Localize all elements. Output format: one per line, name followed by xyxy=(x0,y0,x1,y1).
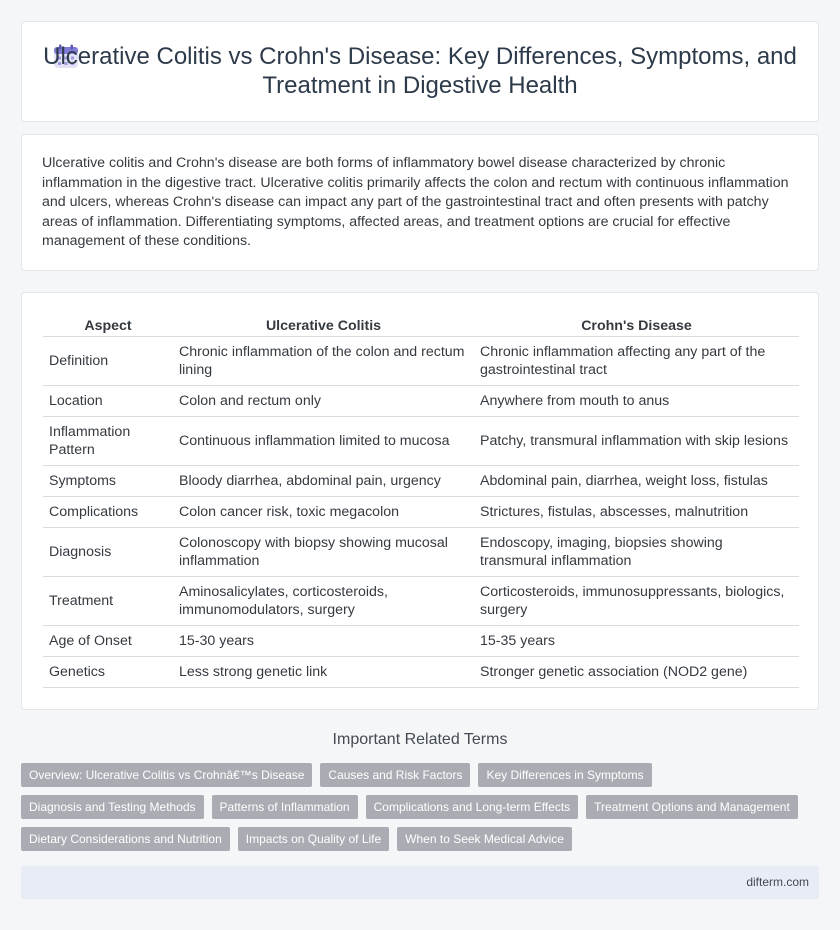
related-term-link[interactable]: Patterns of Inflammation xyxy=(212,795,358,819)
intro-card xyxy=(21,134,819,271)
table-row xyxy=(43,657,799,688)
related-term-link[interactable]: When to Seek Medical Advice xyxy=(397,827,572,851)
row-aspect: Treatment xyxy=(43,577,173,626)
row-cd-value: Corticosteroids, immunosuppressants, biologics, surgery xyxy=(474,577,799,626)
row-uc-value: 15-30 years xyxy=(173,626,474,657)
row-cd-value: Stronger genetic association (NOD2 gene) xyxy=(474,657,799,688)
header-crohns-disease: Crohn's Disease xyxy=(474,314,799,337)
related-term-link[interactable]: Treatment Options and Management xyxy=(586,795,798,819)
intro-paragraph: Ulcerative colitis and Crohn's disease are both forms of inflammatory bowel disease characterized by chronic inflammation in the digestive tract. Ulcerative colitis primarily affects the colon and rectum with continuous inflammation and ulcers, whereas Crohn's disease can impact any part of the gastrointestinal tract and often presents with patchy areas of inflammation. Differentiating symptoms, affected areas, and treatment options are crucial for effective management of these conditions. xyxy=(42,155,789,250)
related-terms-list xyxy=(21,763,821,859)
row-cd-value: Anywhere from mouth to anus xyxy=(474,386,799,417)
table-row xyxy=(43,386,799,417)
row-uc-value: Continuous inflammation limited to mucosa xyxy=(173,417,474,466)
header-aspect: Aspect xyxy=(43,314,173,337)
row-aspect: Definition xyxy=(43,337,173,386)
table-row xyxy=(43,626,799,657)
row-aspect: Diagnosis xyxy=(43,528,173,577)
row-aspect: Age of Onset xyxy=(43,626,173,657)
row-cd-value: Strictures, fistulas, abscesses, malnutrition xyxy=(474,497,799,528)
row-uc-value: Colon and rectum only xyxy=(173,386,474,417)
footer xyxy=(21,866,819,899)
related-terms-heading: Important Related Terms xyxy=(332,731,508,748)
table-row xyxy=(43,337,799,386)
related-term-link[interactable]: Dietary Considerations and Nutrition xyxy=(21,827,230,851)
row-uc-value: Colon cancer risk, toxic megacolon xyxy=(173,497,474,528)
row-uc-value: Bloody diarrhea, abdominal pain, urgency xyxy=(173,466,474,497)
row-aspect: Inflammation Pattern xyxy=(43,417,173,466)
table-row xyxy=(43,466,799,497)
table-row xyxy=(43,417,799,466)
comparison-card xyxy=(21,292,819,710)
row-uc-value: Chronic inflammation of the colon and rectum lining xyxy=(173,337,474,386)
comparison-table xyxy=(43,314,799,688)
table-row xyxy=(43,577,799,626)
header-card xyxy=(21,21,819,122)
related-term-link[interactable]: Impacts on Quality of Life xyxy=(238,827,389,851)
related-term-link[interactable]: Diagnosis and Testing Methods xyxy=(21,795,204,819)
page-title: Ulcerative Colitis vs Crohn's Disease: Key Differences, Symptoms, and Treatment in Digestive Health xyxy=(43,43,797,99)
row-uc-value: Aminosalicylates, corticosteroids, immunomodulators, surgery xyxy=(173,577,474,626)
row-cd-value: Abdominal pain, diarrhea, weight loss, fistulas xyxy=(474,466,799,497)
related-term-link[interactable]: Causes and Risk Factors xyxy=(320,763,470,787)
table-row xyxy=(43,528,799,577)
header-ulcerative-colitis: Ulcerative Colitis xyxy=(173,314,474,337)
table-row xyxy=(43,497,799,528)
footer-site-name[interactable]: difterm.com xyxy=(746,875,809,889)
related-term-link[interactable]: Overview: Ulcerative Colitis vs Crohnâ€™s Disease xyxy=(21,763,312,787)
row-aspect: Genetics xyxy=(43,657,173,688)
related-term-link[interactable]: Key Differences in Symptoms xyxy=(478,763,651,787)
row-cd-value: 15-35 years xyxy=(474,626,799,657)
related-term-link[interactable]: Complications and Long-term Effects xyxy=(366,795,579,819)
row-aspect: Location xyxy=(43,386,173,417)
row-cd-value: Patchy, transmural inflammation with skip lesions xyxy=(474,417,799,466)
row-uc-value: Less strong genetic link xyxy=(173,657,474,688)
row-cd-value: Chronic inflammation affecting any part of the gastrointestinal tract xyxy=(474,337,799,386)
row-cd-value: Endoscopy, imaging, biopsies showing transmural inflammation xyxy=(474,528,799,577)
row-aspect: Complications xyxy=(43,497,173,528)
row-uc-value: Colonoscopy with biopsy showing mucosal inflammation xyxy=(173,528,474,577)
row-aspect: Symptoms xyxy=(43,466,173,497)
